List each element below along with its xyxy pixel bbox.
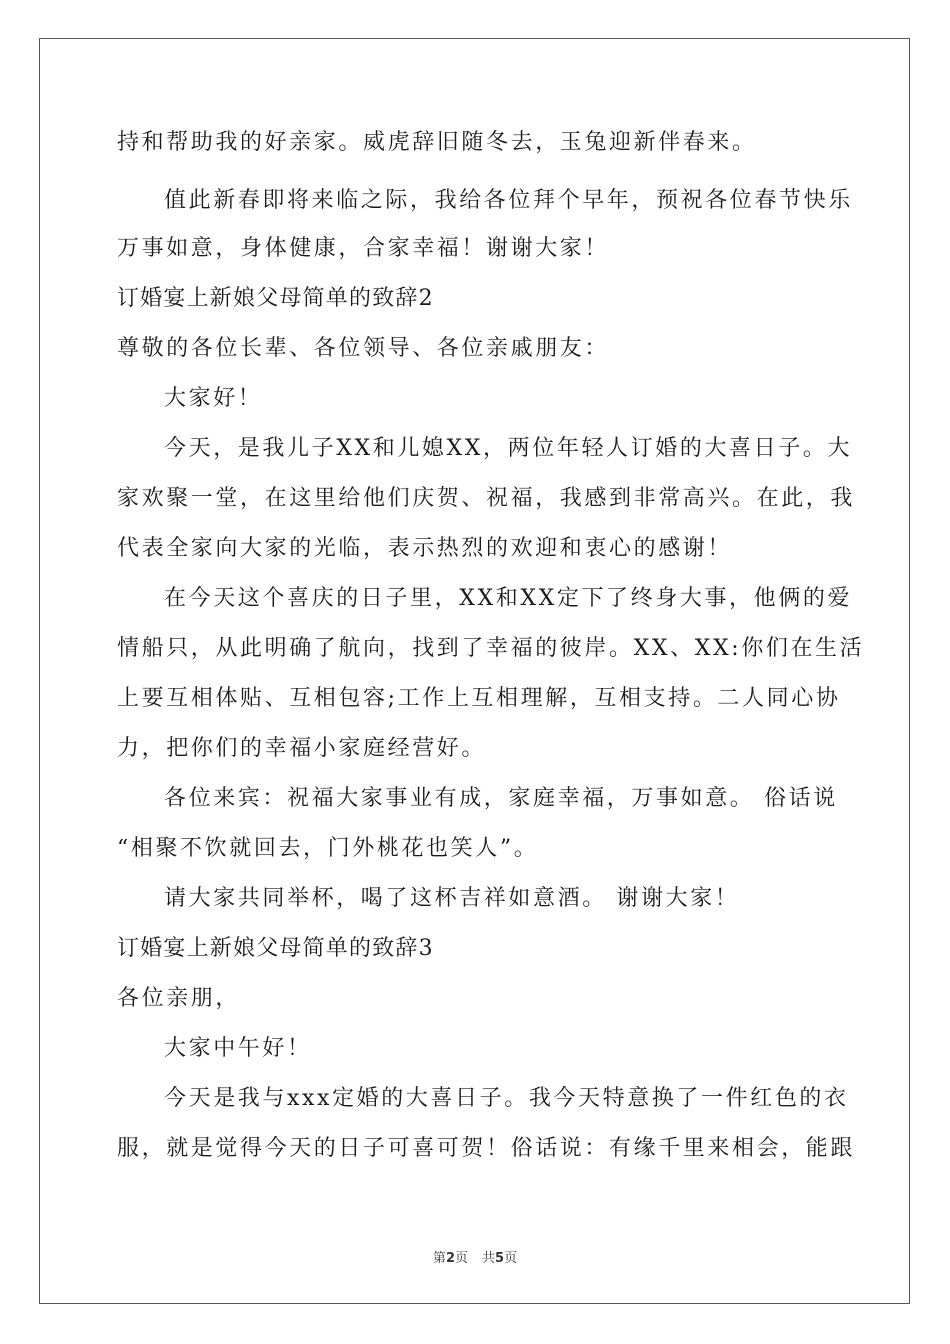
text-line: 服，就是觉得今天的日子可喜可贺！俗话说：有缘千里来相会，能跟 [117,1136,856,1161]
text-line: 今天，是我儿子XX和儿媳XX，两位年轻人订婚的大喜日子。大 [164,436,853,461]
page-prefix: 第 [432,1251,446,1266]
text-line: 今天是我与xxx定婚的大喜日子。我今天特意换了一件红色的衣 [164,1086,849,1111]
text-line: 请大家共同举杯，喝了这杯吉祥如意酒。 谢谢大家！ [164,886,740,911]
text-line: 在今天这个喜庆的日子里，XX和XX定下了终身大事，他俩的爱 [164,586,853,611]
total-prefix: 共 [482,1251,496,1266]
section-heading: 订婚宴上新娘父母简单的致辞2 [117,286,434,311]
section-heading: 订婚宴上新娘父母简单的致辞3 [117,936,434,961]
text-line: 大家中午好！ [164,1036,312,1061]
text-line: 大家好！ [164,386,263,411]
text-line: 尊敬的各位长辈、各位领导、各位亲戚朋友： [117,336,610,361]
text-line: 各位来宾：祝福大家事业有成，家庭幸福，万事如意。 俗话说 [164,786,838,811]
text-line: “相聚不饮就回去，门外桃花也笑人”。 [117,836,539,861]
page-border [39,38,910,1304]
text-line: 值此新春即将来临之际，我给各位拜个早年，预祝各位春节快乐 [164,188,853,213]
text-line: 各位亲朋， [117,986,241,1011]
page-number: 2 [445,1251,455,1266]
text-line: 家欢聚一堂，在这里给他们庆贺、祝福，我感到非常高兴。在此，我 [117,486,856,511]
text-line: 力，把你们的幸福小家庭经营好。 [117,736,487,761]
total-pages: 5 [495,1251,505,1266]
page-footer [0,1247,950,1266]
text-line: 情船只，从此明确了航向，找到了幸福的彼岸。XX、XX:你们在生活 [117,636,865,661]
text-line: 代表全家向大家的光临，表示热烈的欢迎和衷心的感谢！ [117,536,733,561]
text-line: 持和帮助我的好亲家。威虎辞旧随冬去，玉兔迎新伴春来。 [117,130,757,155]
text-line: 万事如意，身体健康，合家幸福！谢谢大家！ [117,236,610,261]
page-suffix: 页 [454,1251,468,1266]
text-line: 上要互相体贴、互相包容;工作上互相理解，互相支持。二人同心协 [117,686,841,711]
total-suffix: 页 [504,1251,518,1266]
